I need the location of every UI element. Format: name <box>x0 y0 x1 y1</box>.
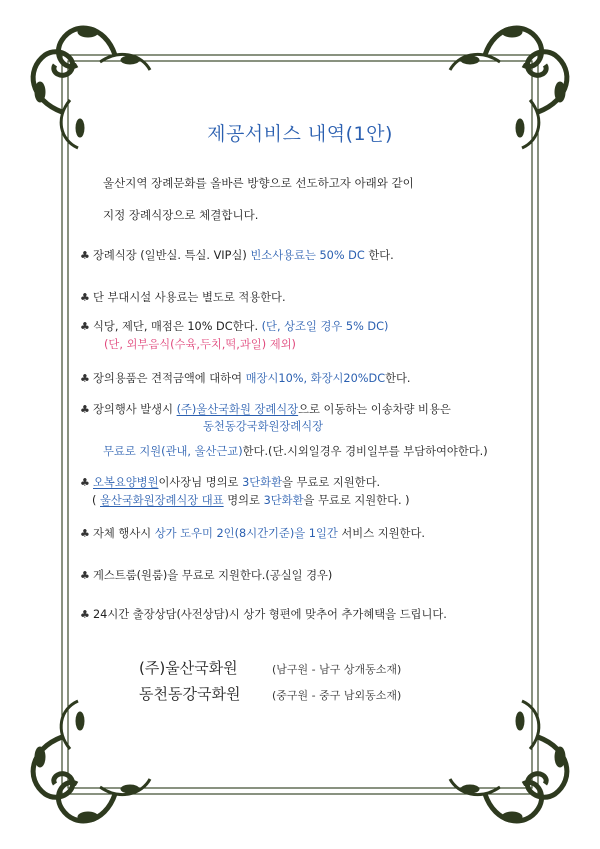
service-item-3: ♣ 식당, 제단, 매점은 10% DC한다. (단, 상조일 경우 5% DC) <box>80 320 389 333</box>
club-suit-icon: ♣ <box>80 372 90 385</box>
club-suit-icon: ♣ <box>80 608 90 621</box>
club-suit-icon: ♣ <box>80 403 90 416</box>
club-suit-icon: ♣ <box>80 476 90 489</box>
club-suit-icon: ♣ <box>80 249 90 262</box>
service-item-5-terms: 무료로 지원(관내, 울산근교)한다.(단.시외일경우 경비일부를 부담하여야한다.) <box>103 445 488 458</box>
page-title: 제공서비스 내역(1안) <box>207 123 393 145</box>
signature-name-1: (주)울산국화원 <box>139 659 238 677</box>
corner-ornament-bottom-left <box>33 701 150 822</box>
club-suit-icon: ♣ <box>80 569 90 582</box>
service-item-5: ♣ 장의행사 발생시 (주)울산국화원 장례식장으로 이동하는 이송차량 비용은 <box>80 403 451 416</box>
service-item-1: ♣ 장례식장 (일반실. 특실. VIP실) 빈소사용료는 50% DC 한다. <box>80 249 394 262</box>
service-item-5-venue: 동천동강국화원장례식장 <box>203 420 324 433</box>
club-suit-icon: ♣ <box>80 527 90 540</box>
corner-ornament-bottom-right <box>450 701 567 822</box>
service-item-3-note: (단, 외부음식(수육,두치,떡,과일) 제외) <box>104 338 296 351</box>
service-item-6-note: ( 울산국화원장례식장 대표 명의로 3단화환을 무료로 지원한다. ) <box>92 494 410 507</box>
service-item-9: ♣ 24시간 출장상담(사전상담)시 상가 형편에 맞추어 추가혜택을 드립니다. <box>80 608 447 621</box>
club-suit-icon: ♣ <box>80 291 90 304</box>
intro-line-1: 울산지역 장례문화를 올바른 방향으로 선도하고자 아래와 같이 <box>103 176 414 190</box>
intro-line-2: 지정 장례식장으로 체결합니다. <box>103 208 259 222</box>
club-suit-icon: ♣ <box>80 320 90 333</box>
signature-name-2: 동천동강국화원 <box>139 685 241 703</box>
signature-note-1: (남구원 - 남구 상개동소재) <box>272 663 402 676</box>
service-item-4: ♣ 장의용품은 견적금액에 대하여 매장시10%, 화장시20%DC한다. <box>80 372 411 385</box>
service-item-6: ♣ 오복요양병원이사장님 명의로 3단화환을 무료로 지원한다. <box>80 476 381 489</box>
signature-note-2: (중구원 - 중구 남외동소재) <box>272 689 402 702</box>
service-item-2: ♣ 단 부대시설 사용료는 별도로 적용한다. <box>80 291 286 304</box>
service-item-7: ♣ 자체 행사시 상가 도우미 2인(8시간기준)을 1일간 서비스 지원한다. <box>80 527 425 540</box>
service-item-8: ♣ 게스트룸(원룸)을 무료로 지원한다.(공실일 경우) <box>80 569 333 582</box>
